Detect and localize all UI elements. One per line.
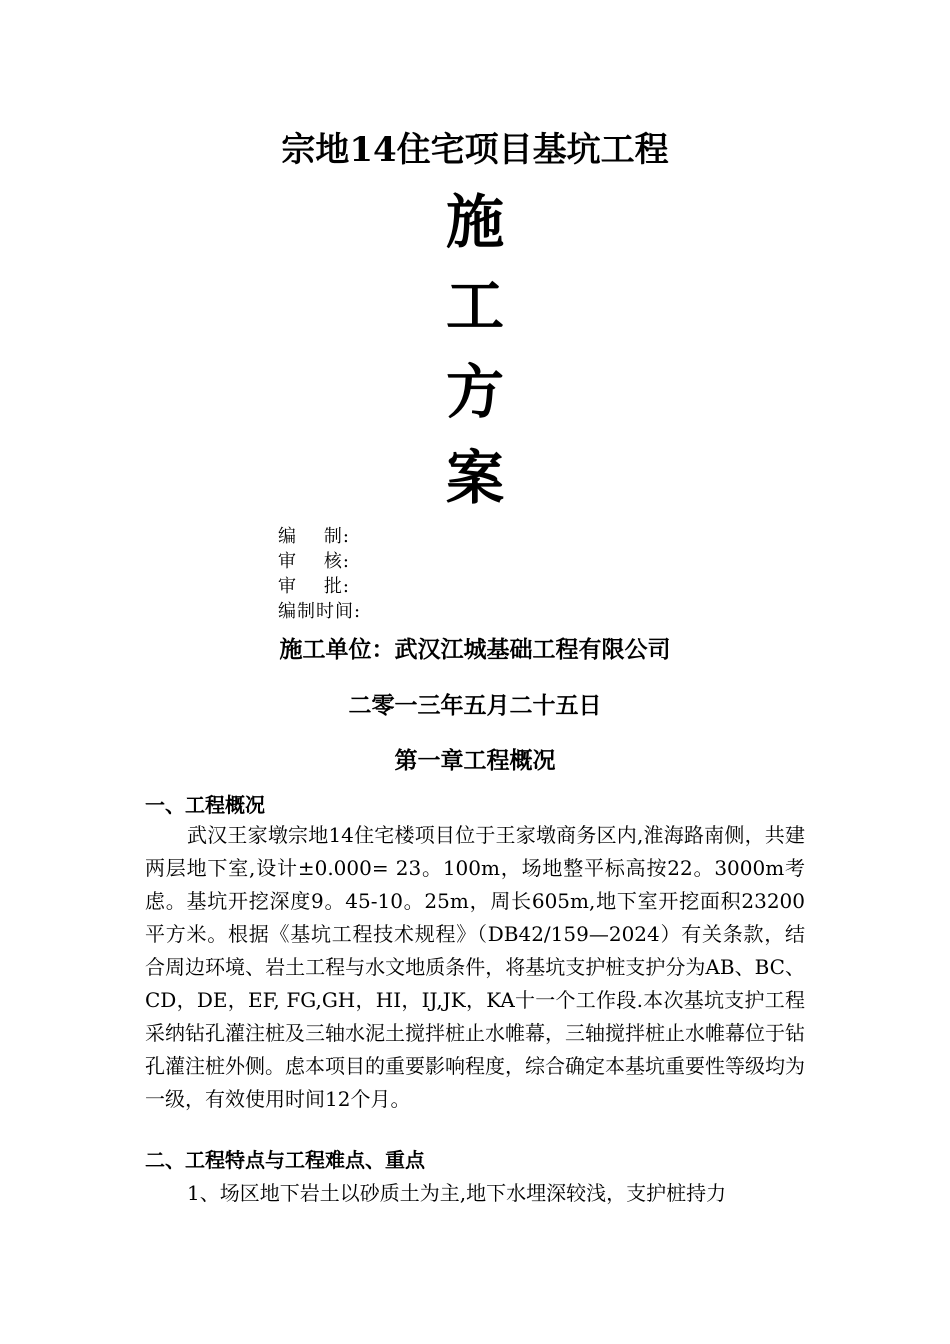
big-char-3: 方 bbox=[445, 358, 504, 426]
sign-field-compiler: 编 制: bbox=[278, 526, 350, 547]
sign-field-reviewer: 审 核: bbox=[278, 551, 350, 572]
date-line: 二零一三年五月二十五日 bbox=[348, 692, 602, 719]
big-char-1: 施 bbox=[445, 188, 504, 256]
document-title: 宗地14住宅项目基坑工程 bbox=[281, 130, 669, 170]
sign-field-approver: 审 批: bbox=[278, 576, 350, 597]
chapter-title: 第一章工程概况 bbox=[394, 747, 556, 774]
sign-field-date: 编制时间: bbox=[278, 601, 362, 622]
sign-block bbox=[278, 524, 361, 624]
big-char-4: 案 bbox=[445, 444, 504, 512]
big-char-2: 工 bbox=[445, 272, 504, 340]
section-1-heading: 一、工程概况 bbox=[145, 793, 265, 817]
section-1-body: 武汉王家墩宗地14住宅楼项目位于王家墩商务区内,淮海路南侧，共建两层地下室,设计±0.000= 23。100m，场地整平标高按22。3000m考虑。基坑开挖深度9。45-10。25m，周长605m,地下室开挖面积23200平方米。根据《基坑工程技术规程》（DB42/159—2024）有关条款，结合周边环境、岩土工程与水文地质条件，将基坑支护桩支护分为AB、BC、CD，DE，EF, FG,GH，HI，IJ,JK，KA十一个工作段.本次基坑支护工程采纳钻孔灌注桩及三轴水泥土搅拌桩止水帷幕，三轴搅拌桩止水帷幕位于钻孔灌注桩外侧。虑本项目的重要影响程度，综合确定本基坑重要性等级均为一级，有效使用时间12个月。 bbox=[145, 823, 805, 1111]
section-2-body: 1、场区地下岩土以砂质土为主,地下水埋深较浅，支护桩持力 bbox=[187, 1181, 727, 1205]
section-2-heading: 二、工程特点与工程难点、重点 bbox=[145, 1148, 425, 1172]
company-line: 施工单位：武汉江城基础工程有限公司 bbox=[279, 636, 671, 663]
